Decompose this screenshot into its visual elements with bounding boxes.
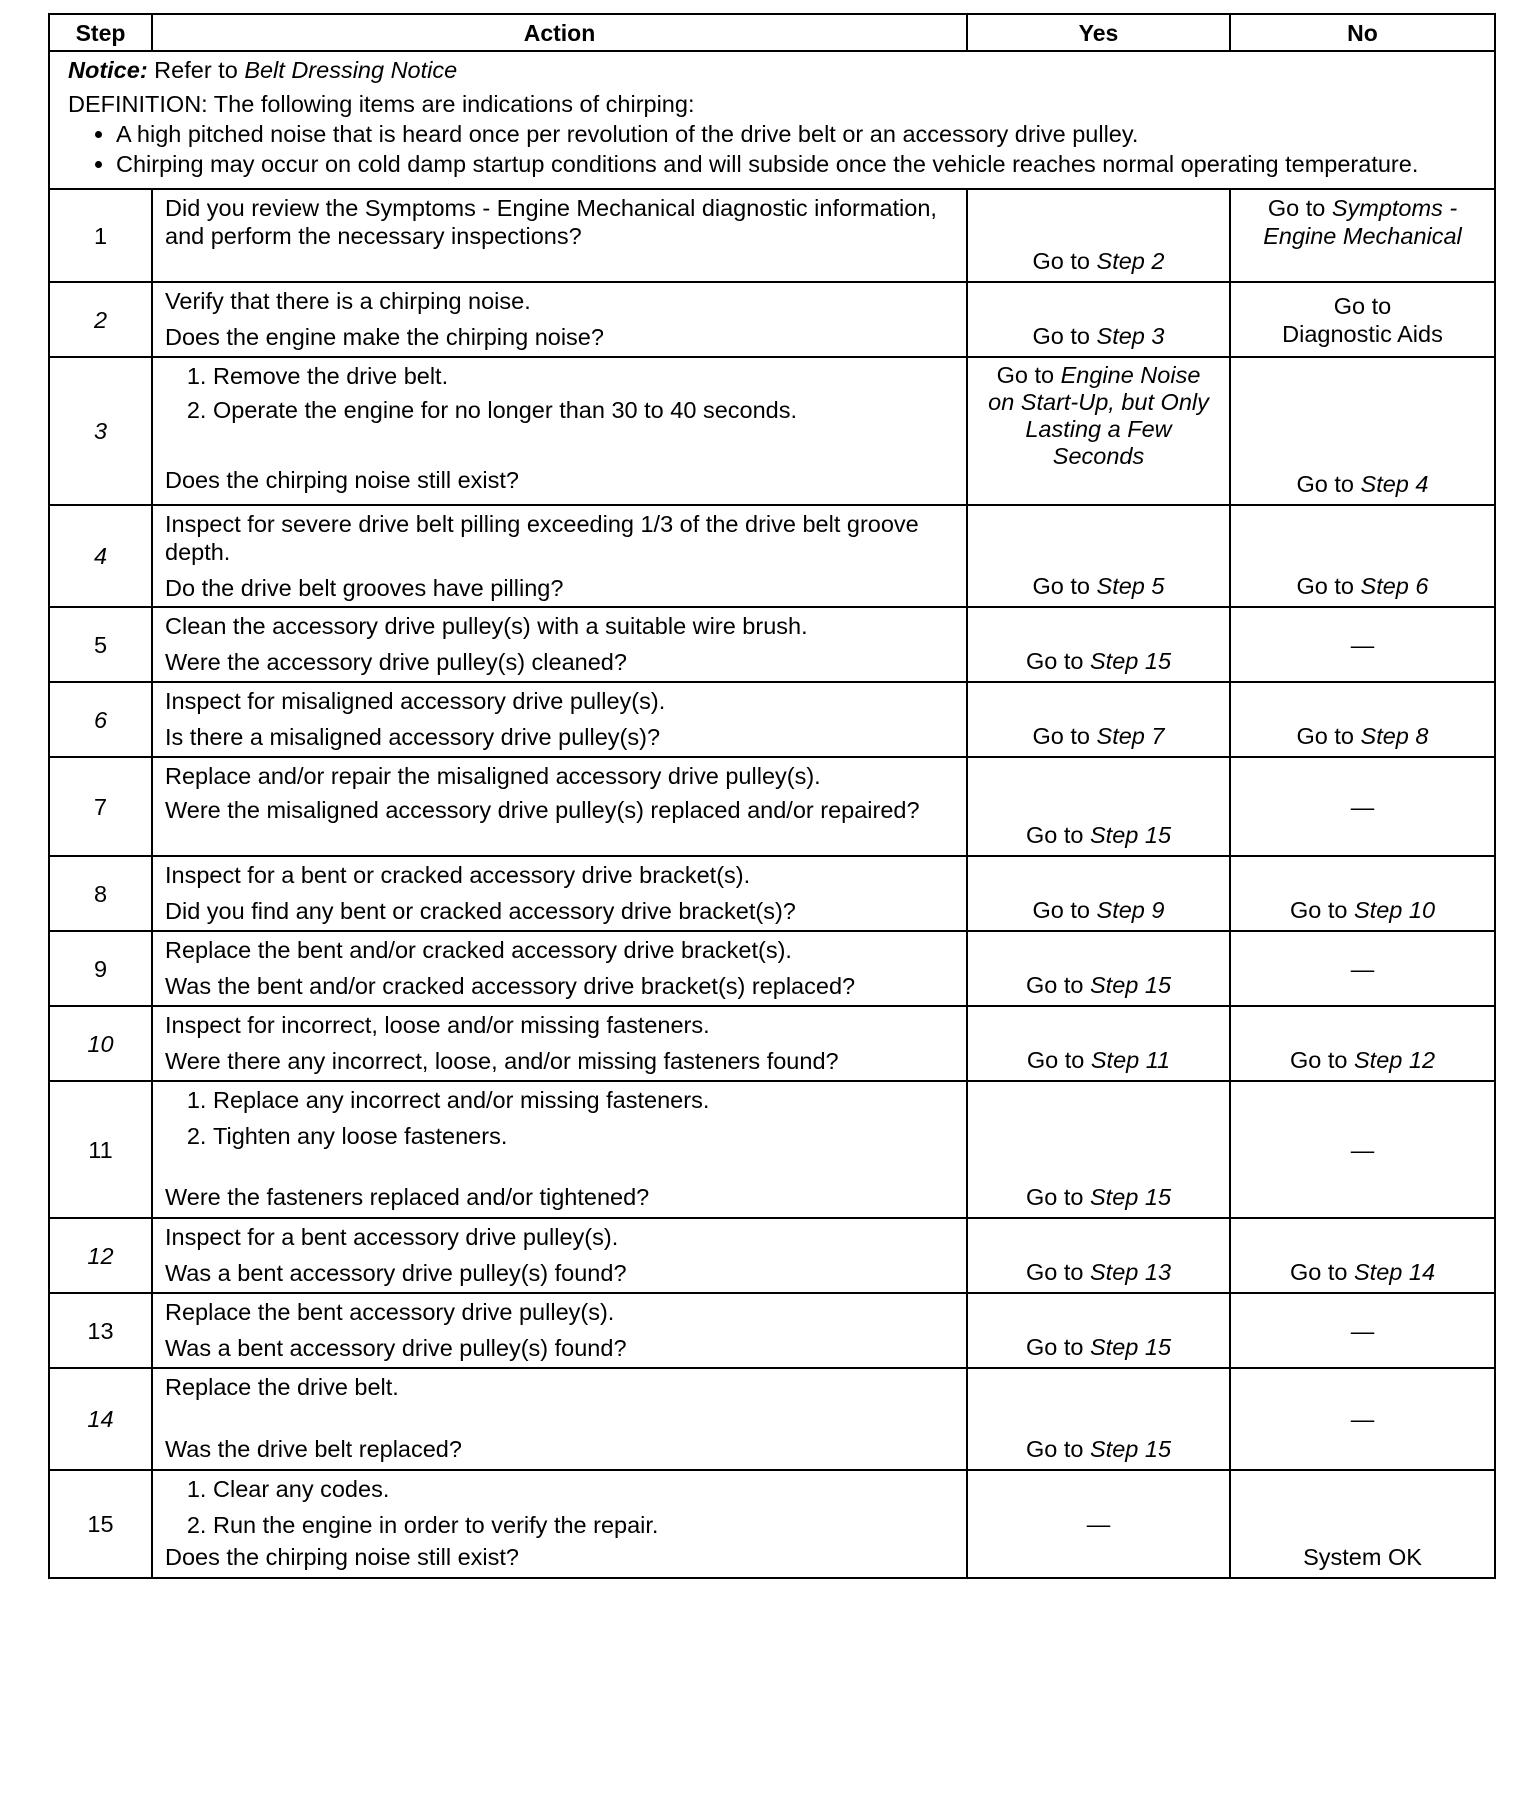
no-cell xyxy=(1230,856,1495,931)
yes-step-link[interactable]: Step 11 xyxy=(1090,1047,1171,1073)
yes-prefix: Go to xyxy=(1025,972,1090,998)
step-number: 15 xyxy=(49,1470,152,1578)
action-step: 1. Clear any codes. xyxy=(213,1475,956,1503)
no-cell xyxy=(1230,757,1495,856)
table-row xyxy=(49,856,1495,931)
no-step-link[interactable]: Step 10 xyxy=(1354,897,1436,923)
yes-cell xyxy=(967,856,1230,931)
action-cell xyxy=(152,357,967,505)
yes-prefix: Go to xyxy=(1025,1436,1090,1462)
no-step-link[interactable]: Diagnostic Aids xyxy=(1282,320,1443,347)
action-steps xyxy=(165,1086,956,1150)
no-step-link[interactable]: Step 4 xyxy=(1360,471,1429,497)
no-prefix: Go to xyxy=(1296,471,1361,497)
yes-prefix: Go to xyxy=(1025,1334,1090,1360)
action-cell xyxy=(152,1470,967,1578)
table-row xyxy=(49,1218,1495,1293)
no-cell xyxy=(1230,505,1495,607)
action-cell xyxy=(152,607,967,682)
no-dash: — xyxy=(1350,1317,1375,1344)
no-step-link[interactable]: Step 8 xyxy=(1360,723,1429,749)
yes-step-link[interactable]: Step 15 xyxy=(1090,1184,1172,1210)
header-row xyxy=(49,14,1495,51)
action-text: Inspect for severe drive belt pilling exceeding 1/3 of the drive belt groove depth. xyxy=(165,511,919,565)
no-cell xyxy=(1230,931,1495,1006)
action-cell xyxy=(152,1368,967,1470)
notice-ref: Belt Dressing Notice xyxy=(244,57,458,83)
action-cell xyxy=(152,682,967,757)
notice-label: Notice: xyxy=(68,57,148,83)
action-question: Were the fasteners replaced and/or tightened? xyxy=(165,1184,650,1210)
action-question: Was a bent accessory drive pulley(s) found? xyxy=(165,1260,627,1286)
action-text: Inspect for misaligned accessory drive pulley(s). xyxy=(165,688,666,714)
step-number: 4 xyxy=(49,505,152,607)
yes-cell xyxy=(967,282,1230,357)
table-row xyxy=(49,1081,1495,1218)
action-text: Verify that there is a chirping noise. xyxy=(165,288,531,314)
action-cell xyxy=(152,1218,967,1293)
notice-text: Refer to xyxy=(147,57,245,83)
action-question: Were the accessory drive pulley(s) cleaned? xyxy=(165,649,627,675)
no-dash: — xyxy=(1350,1136,1375,1163)
step-number: 2 xyxy=(49,282,152,357)
action-steps xyxy=(165,362,956,424)
no-prefix: Go to xyxy=(1333,292,1392,319)
header-step: Step xyxy=(49,14,152,51)
step-number: 11 xyxy=(49,1081,152,1218)
yes-cell xyxy=(967,1218,1230,1293)
action-question: Does the chirping noise still exist? xyxy=(165,1544,519,1570)
action-text: Replace the drive belt. xyxy=(165,1374,399,1400)
action-step: 1. Remove the drive belt. xyxy=(213,362,956,390)
action-question: Does the engine make the chirping noise? xyxy=(165,324,604,350)
header-no: No xyxy=(1230,14,1495,51)
action-text: Replace the bent and/or cracked accessory drive bracket(s). xyxy=(165,937,792,963)
no-prefix: Go to xyxy=(1296,573,1361,599)
action-cell xyxy=(152,1006,967,1081)
yes-step-link[interactable]: Step 3 xyxy=(1096,323,1165,349)
no-cell xyxy=(1230,1470,1495,1578)
yes-prefix: Go to xyxy=(1032,248,1097,274)
action-cell xyxy=(152,505,967,607)
yes-cell xyxy=(967,931,1230,1006)
yes-step-link[interactable]: Step 15 xyxy=(1090,1334,1172,1360)
action-question: Did you find any bent or cracked accessory drive bracket(s)? xyxy=(165,898,796,924)
yes-cell xyxy=(967,189,1230,282)
yes-step-link[interactable]: Step 15 xyxy=(1090,972,1172,998)
action-step: 2. Operate the engine for no longer than 30 to 40 seconds. xyxy=(213,396,956,424)
step-number: 3 xyxy=(49,357,152,505)
step-number: 14 xyxy=(49,1368,152,1470)
yes-cell xyxy=(967,1368,1230,1470)
yes-prefix: Go to xyxy=(1032,723,1097,749)
step-number: 8 xyxy=(49,856,152,931)
no-step-link[interactable]: Step 12 xyxy=(1354,1047,1436,1073)
yes-cell xyxy=(967,757,1230,856)
no-cell xyxy=(1230,607,1495,682)
yes-prefix: Go to xyxy=(1025,1184,1090,1210)
action-question: Was the bent and/or cracked accessory drive bracket(s) replaced? xyxy=(165,973,856,999)
action-text: Inspect for a bent or cracked accessory drive bracket(s). xyxy=(165,862,751,888)
yes-step-link[interactable]: Step 15 xyxy=(1090,648,1172,674)
yes-cell xyxy=(967,1470,1230,1578)
yes-cell xyxy=(967,505,1230,607)
yes-cell xyxy=(967,1006,1230,1081)
no-prefix: Go to xyxy=(1289,897,1354,923)
table-row xyxy=(49,357,1495,505)
action-cell xyxy=(152,1081,967,1218)
yes-step-link[interactable]: Step 7 xyxy=(1096,723,1165,749)
no-dash: — xyxy=(1350,1406,1375,1432)
definition-text: DEFINITION: The following items are indications of chirping: xyxy=(68,91,695,117)
yes-step-link[interactable]: Step 2 xyxy=(1096,248,1165,274)
action-text: Inspect for a bent accessory drive pulley(s). xyxy=(165,1224,619,1250)
yes-cell xyxy=(967,357,1230,505)
definition-bullet: • Chirping may occur on cold damp startup conditions and will subside once the vehicle reaches normal operating temperature. xyxy=(116,152,1484,177)
action-question: Were there any incorrect, loose, and/or missing fasteners found? xyxy=(165,1048,839,1074)
no-prefix: Go to xyxy=(1267,195,1332,221)
table-row xyxy=(49,189,1495,282)
no-cell xyxy=(1230,1006,1495,1081)
action-text: Clean the accessory drive pulley(s) with a suitable wire brush. xyxy=(165,613,808,639)
no-cell xyxy=(1230,1081,1495,1218)
step-number: 10 xyxy=(49,1006,152,1081)
definition-bullet: • A high pitched noise that is heard once per revolution of the drive belt or an accessory drive pulley. xyxy=(116,122,1484,147)
no-cell xyxy=(1230,1293,1495,1368)
step-number: 5 xyxy=(49,607,152,682)
table-row xyxy=(49,607,1495,682)
action-question: Was the drive belt replaced? xyxy=(165,1436,462,1462)
no-cell xyxy=(1230,1368,1495,1470)
yes-step-link[interactable]: Engine Noise on Start-Up, but Only Lasting a Few Seconds xyxy=(988,362,1209,469)
action-question: Was a bent accessory drive pulley(s) found? xyxy=(165,1335,627,1361)
no-prefix: Go to xyxy=(1296,723,1361,749)
action-question: Do the drive belt grooves have pilling? xyxy=(165,575,564,601)
definition-list xyxy=(68,122,1484,177)
step-number: 7 xyxy=(49,757,152,856)
action-cell xyxy=(152,189,967,282)
yes-cell xyxy=(967,607,1230,682)
header-yes: Yes xyxy=(967,14,1230,51)
yes-step-link[interactable]: Step 13 xyxy=(1090,1259,1172,1285)
table-row xyxy=(49,282,1495,357)
yes-prefix: Go to xyxy=(1025,822,1090,848)
table-row xyxy=(49,1293,1495,1368)
step-number: 12 xyxy=(49,1218,152,1293)
table-row xyxy=(49,757,1495,856)
no-cell xyxy=(1230,357,1495,505)
no-dash: — xyxy=(1350,631,1375,658)
action-question: Does the chirping noise still exist? xyxy=(165,467,519,493)
yes-prefix: Go to xyxy=(1032,897,1097,923)
no-dash: — xyxy=(1350,793,1375,820)
no-dash: — xyxy=(1350,955,1375,982)
action-text: Replace and/or repair the misaligned accessory drive pulley(s). xyxy=(165,763,821,789)
diagnostic-table xyxy=(48,13,1496,1579)
no-prefix: Go to xyxy=(1289,1259,1354,1285)
no-step-link[interactable]: Step 6 xyxy=(1360,573,1429,599)
action-cell xyxy=(152,856,967,931)
yes-step-link[interactable]: Step 9 xyxy=(1096,897,1165,923)
yes-step-link[interactable]: Step 15 xyxy=(1090,1436,1172,1462)
table-row xyxy=(49,931,1495,1006)
action-step: 2. Run the engine in order to verify the repair. xyxy=(213,1511,956,1539)
action-cell xyxy=(152,931,967,1006)
yes-prefix: Go to xyxy=(1026,1047,1091,1073)
step-number: 1 xyxy=(49,189,152,282)
no-result: System OK xyxy=(1303,1544,1422,1570)
table-row xyxy=(49,505,1495,607)
table-row xyxy=(49,1368,1495,1470)
action-text: Replace the bent accessory drive pulley(s). xyxy=(165,1299,615,1325)
notice-row xyxy=(49,51,1495,189)
yes-dash: — xyxy=(1086,1511,1111,1537)
action-steps xyxy=(165,1475,956,1539)
step-number: 6 xyxy=(49,682,152,757)
action-cell xyxy=(152,1293,967,1368)
header-action: Action xyxy=(152,14,967,51)
action-text: Did you review the Symptoms - Engine Mechanical diagnostic information, and perform the necessary inspections? xyxy=(165,195,937,249)
yes-cell xyxy=(967,1293,1230,1368)
yes-prefix: Go to xyxy=(1032,573,1097,599)
action-question: Were the misaligned accessory drive pulley(s) replaced and/or repaired? xyxy=(165,797,920,823)
action-step: 2. Tighten any loose fasteners. xyxy=(213,1122,956,1150)
action-text: Inspect for incorrect, loose and/or missing fasteners. xyxy=(165,1012,710,1038)
notice-cell xyxy=(49,51,1495,189)
action-step: 1. Replace any incorrect and/or missing fasteners. xyxy=(213,1086,956,1114)
table-row xyxy=(49,682,1495,757)
no-prefix: Go to xyxy=(1289,1047,1354,1073)
no-cell xyxy=(1230,1218,1495,1293)
yes-step-link[interactable]: Step 5 xyxy=(1096,573,1165,599)
action-question: Is there a misaligned accessory drive pulley(s)? xyxy=(165,724,661,750)
action-cell xyxy=(152,757,967,856)
no-cell xyxy=(1230,682,1495,757)
yes-step-link[interactable]: Step 15 xyxy=(1090,822,1172,848)
yes-prefix: Go to xyxy=(1025,1259,1090,1285)
no-step-link[interactable]: Step 14 xyxy=(1354,1259,1436,1285)
yes-prefix: Go to xyxy=(996,362,1061,388)
table-row xyxy=(49,1006,1495,1081)
yes-prefix: Go to xyxy=(1025,648,1090,674)
no-cell xyxy=(1230,189,1495,282)
table-row xyxy=(49,1470,1495,1578)
step-number: 13 xyxy=(49,1293,152,1368)
yes-prefix: Go to xyxy=(1032,323,1097,349)
no-cell xyxy=(1230,282,1495,357)
step-number: 9 xyxy=(49,931,152,1006)
yes-cell xyxy=(967,1081,1230,1218)
yes-cell xyxy=(967,682,1230,757)
action-cell xyxy=(152,282,967,357)
no-step-link[interactable]: Symptoms - Engine Mechanical xyxy=(1263,195,1462,249)
